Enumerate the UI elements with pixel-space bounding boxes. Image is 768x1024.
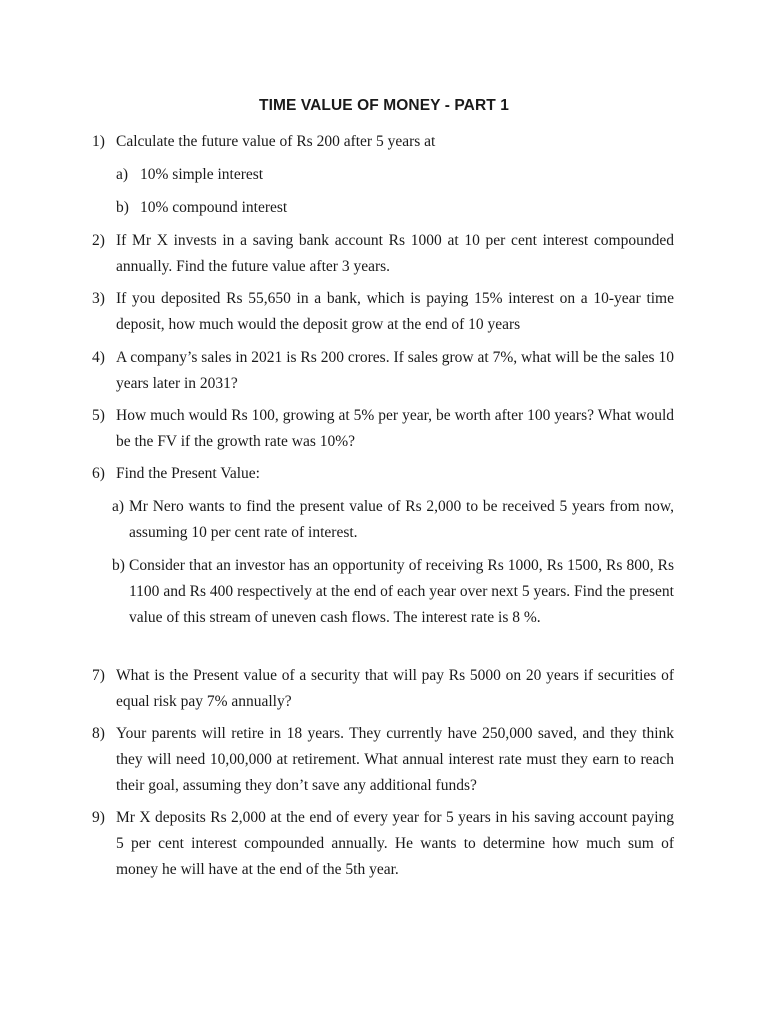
question-number: 4) — [92, 349, 105, 366]
page-title: TIME VALUE OF MONEY - PART 1 — [259, 97, 509, 114]
subpart-text: Mr Nero wants to find the present value of Rs 2,000 to be received 5 years from now, assuming 10 per cent rate of interest. — [129, 498, 674, 541]
subpart-text: 10% simple interest — [140, 166, 264, 183]
question-number: 5) — [92, 407, 105, 424]
question-number: 6) — [92, 465, 105, 482]
question-text: If you deposited Rs 55,650 in a bank, which is paying 15% interest on a 10-year time deposit, how much would the deposit grow at the end of 10 years — [116, 290, 674, 333]
question-number: 8) — [92, 725, 105, 742]
question-text: Mr X deposits Rs 2,000 at the end of every year for 5 years in his saving account paying 5 per cent interest compounded annually. He wants to determine how much sum of money he will have at the end of the 5th year. — [116, 809, 674, 878]
question-text: A company’s sales in 2021 is Rs 200 crores. If sales grow at 7%, what will be the sales 10 years later in 2031? — [116, 349, 674, 392]
subpart-text: 10% compound interest — [140, 199, 288, 216]
question-text: Calculate the future value of Rs 200 after 5 years at — [116, 133, 436, 150]
question-text: If Mr X invests in a saving bank account Rs 1000 at 10 per cent interest compounded annually. Find the future value after 3 years. — [116, 232, 674, 275]
question-text: What is the Present value of a security that will pay Rs 5000 on 20 years if securities of equal risk pay 7% annually? — [116, 667, 674, 710]
question-text: Find the Present Value: — [116, 465, 260, 482]
question-number: 2) — [92, 232, 105, 249]
question-text: How much would Rs 100, growing at 5% per year, be worth after 100 years? What would be the FV if the growth rate was 10%? — [116, 407, 674, 450]
question-number: 7) — [92, 667, 105, 684]
question-number: 3) — [92, 290, 105, 307]
question-number: 1) — [92, 133, 105, 150]
subpart-text: Consider that an investor has an opportunity of receiving Rs 1000, Rs 1500, Rs 800, Rs 1100 and Rs 400 respectively at the end of each year over next 5 years. Find the present value of this stream of uneven cash flows. The interest rate is 8 %. — [129, 557, 674, 626]
subpart-label: b) — [116, 199, 129, 216]
subpart-label: a) — [116, 166, 129, 183]
subpart-label: b) — [112, 557, 125, 574]
subpart-label: a) — [112, 498, 125, 515]
question-number: 9) — [92, 809, 105, 826]
question-text: Your parents will retire in 18 years. They currently have 250,000 saved, and they think they will need 10,00,000 at retirement. What annual interest rate must they earn to reach their goal, assuming they don’t save any additional funds? — [116, 725, 674, 794]
